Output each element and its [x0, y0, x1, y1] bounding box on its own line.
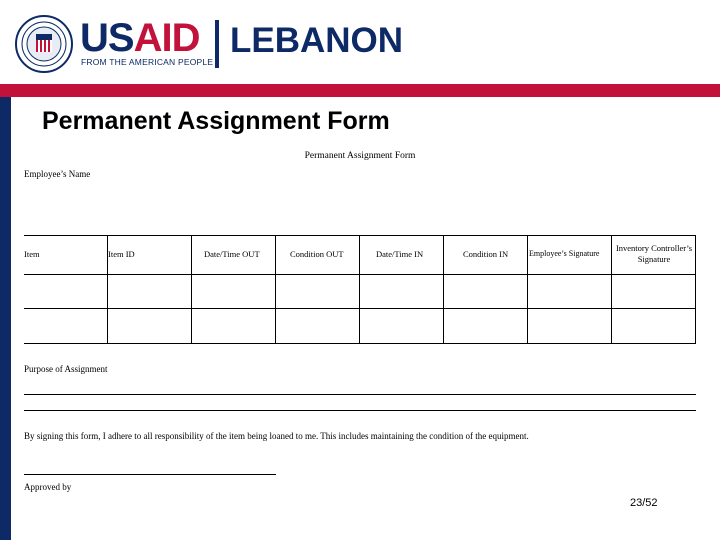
logo-divider	[215, 20, 219, 68]
usaid-wordmark	[80, 18, 199, 58]
header-employee-signature: Employee’s Signature	[529, 249, 600, 258]
logo-country: LEBANON	[230, 21, 404, 60]
header-condition-in: Condition IN	[463, 249, 509, 259]
header-item-id: Item ID	[108, 249, 135, 259]
purpose-line	[24, 394, 696, 395]
table-row-line	[24, 274, 696, 275]
agreement-statement: By signing this form, I adhere to all responsibility of the item being loaned to me. This includes maintaining the condition of the equipment.	[24, 431, 529, 441]
usaid-wordmark-us: US	[80, 16, 134, 60]
table-top-line	[24, 235, 696, 236]
approved-by-label: Approved by	[24, 482, 72, 492]
logo-tagline: FROM THE AMERICAN PEOPLE	[81, 57, 214, 67]
table-column-divider	[359, 235, 360, 343]
employee-name-label: Employee’s Name	[24, 169, 91, 179]
form-heading: Permanent Assignment Form	[304, 151, 416, 161]
table-row-line	[24, 308, 696, 309]
purpose-label: Purpose of Assignment	[24, 364, 108, 374]
usaid-seal-icon	[15, 15, 73, 73]
header-date-time-in: Date/Time IN	[376, 249, 424, 259]
table-column-divider	[191, 235, 192, 343]
header-condition-out: Condition OUT	[290, 249, 344, 259]
page-number: 23/52	[630, 497, 658, 509]
header-item: Item	[24, 249, 40, 259]
usaid-wordmark-aid: AID	[133, 16, 200, 60]
left-blue-rule	[0, 97, 11, 540]
header-date-time-out: Date/Time OUT	[204, 249, 260, 259]
table-bottom-line	[24, 343, 696, 344]
header-inventory-controller-signature: Inventory Controller’s Signature	[615, 243, 693, 264]
purpose-line	[24, 410, 696, 411]
approval-signature-line	[24, 474, 276, 475]
header-red-band	[0, 84, 720, 97]
page-title: Permanent Assignment Form	[42, 107, 390, 135]
table-column-divider	[527, 235, 528, 343]
table-column-divider	[275, 235, 276, 343]
table-column-divider	[443, 235, 444, 343]
